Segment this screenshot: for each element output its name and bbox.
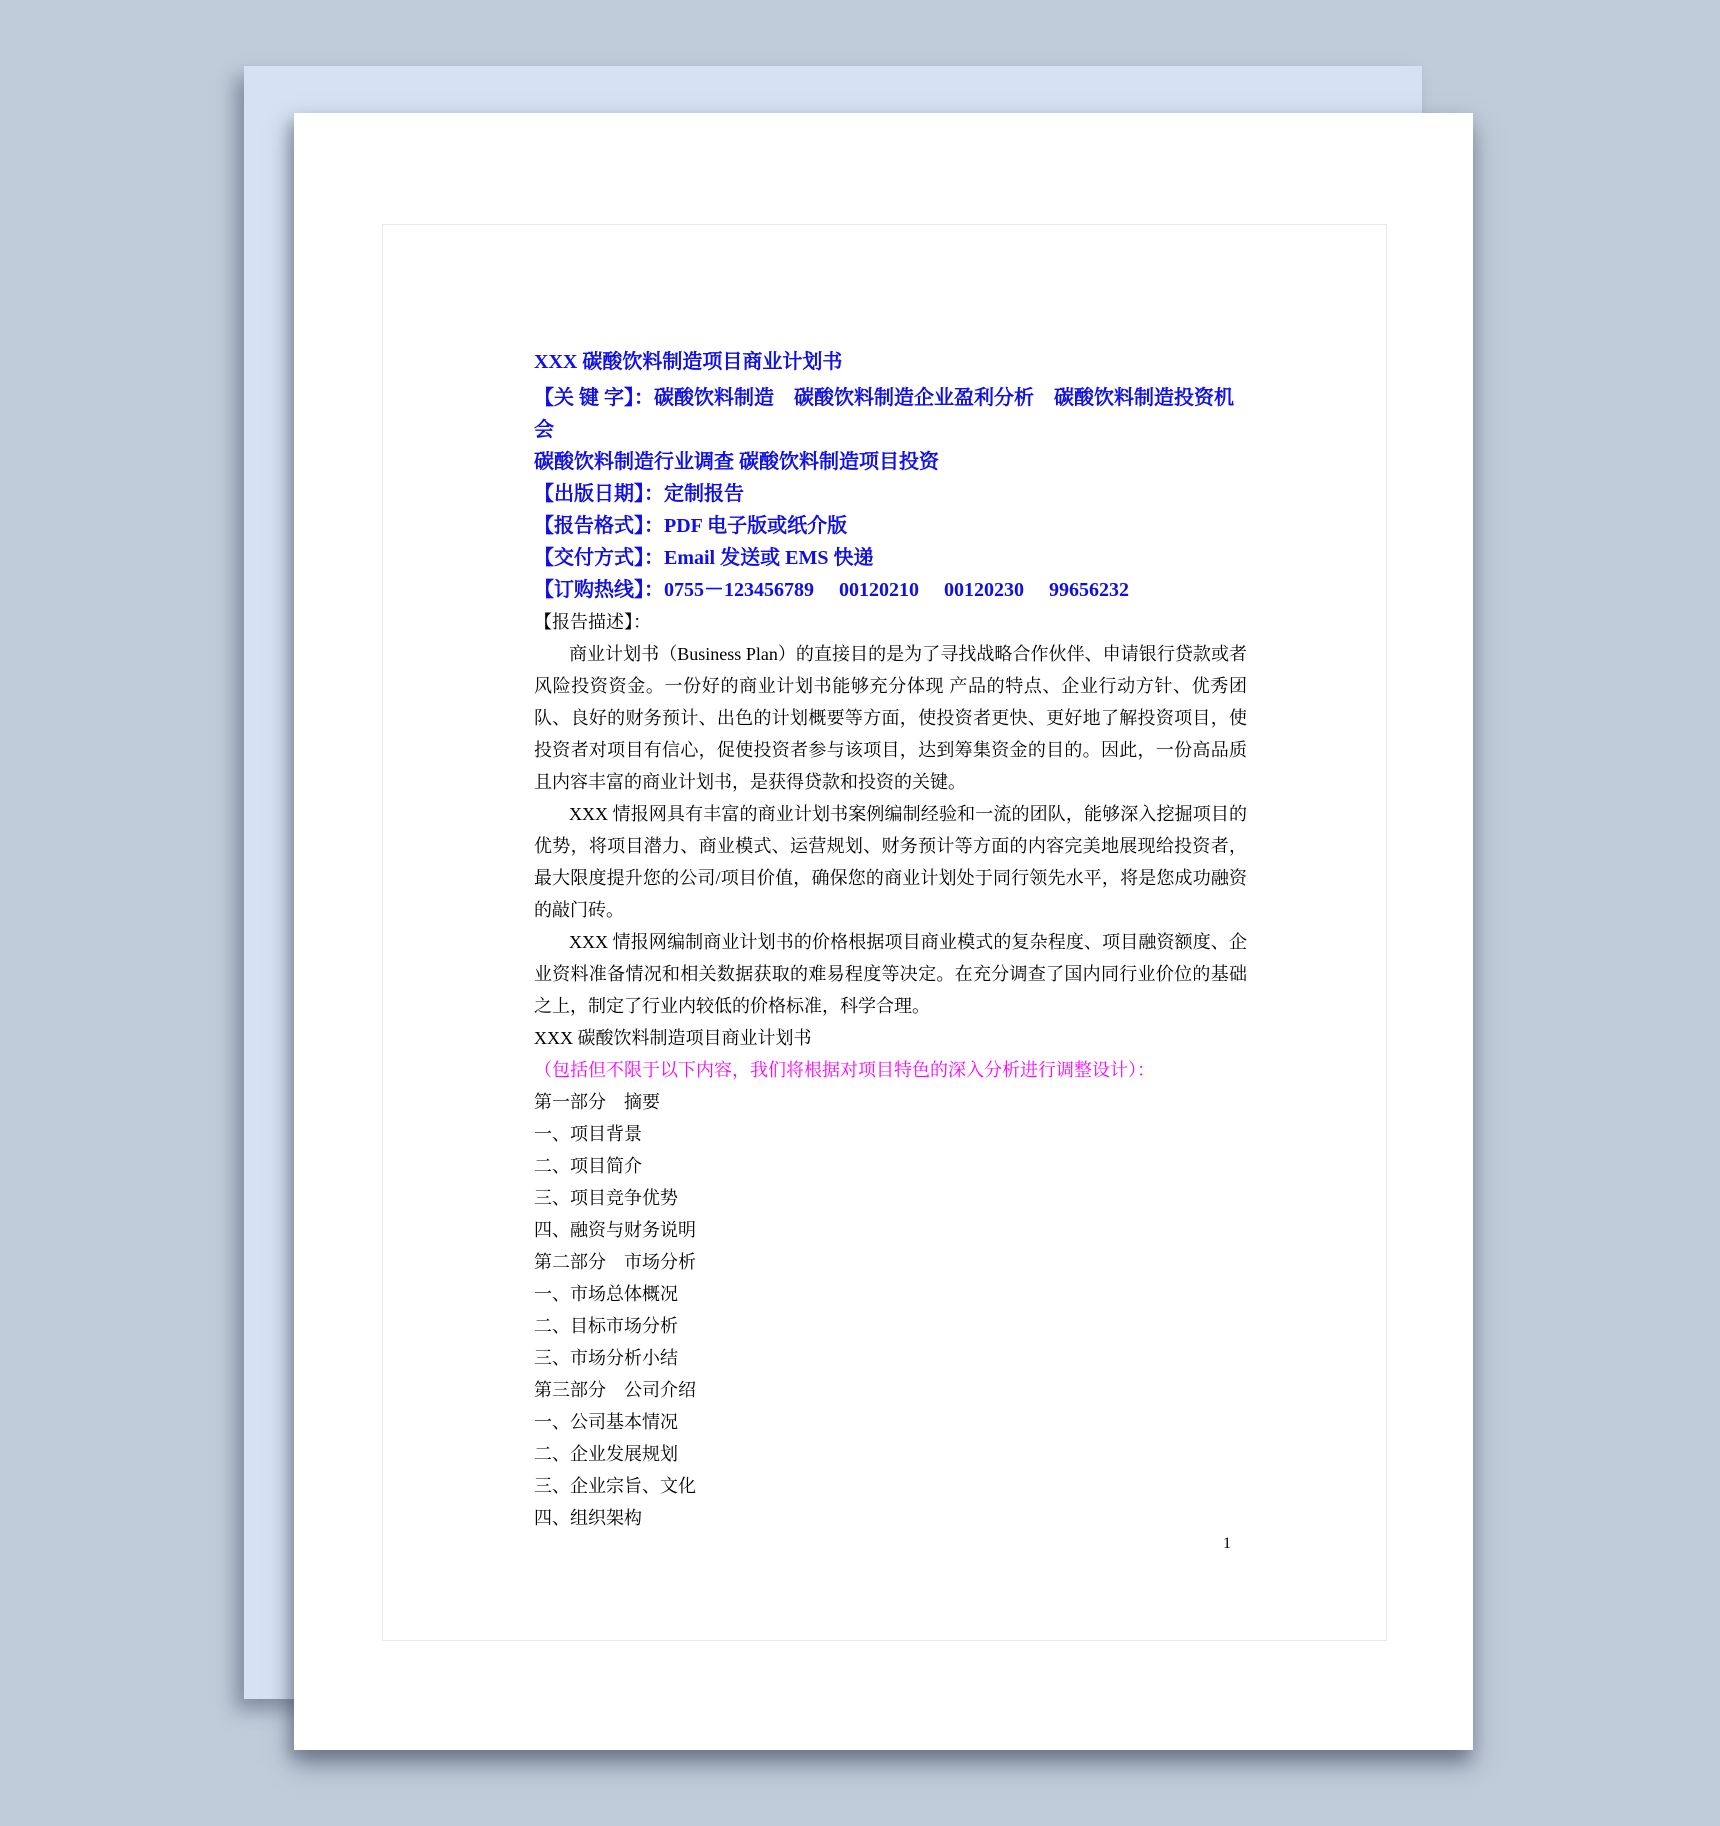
toc-item: 三、项目竞争优势 — [534, 1188, 678, 1208]
adjustment-note: （包括但不限于以下内容，我们将根据对项目特色的深入分析进行调整设计）： — [534, 1060, 1155, 1080]
doc-subtitle: XXX 碳酸饮料制造项目商业计划书 — [534, 1028, 812, 1048]
toc-item: 三、企业宗旨、文化 — [534, 1476, 696, 1496]
keywords-line-2: 碳酸饮料制造行业调查 碳酸饮料制造项目投资 — [534, 451, 939, 473]
doc-title: XXX 碳酸饮料制造项目商业计划书 — [534, 351, 843, 373]
toc-item: 一、公司基本情况 — [534, 1412, 678, 1432]
document-page — [294, 113, 1473, 1750]
report-format-line: 【报告格式】：PDF 电子版或纸介版 — [534, 515, 848, 537]
toc-item: 二、目标市场分析 — [534, 1316, 678, 1336]
toc-item: 三、市场分析小结 — [534, 1348, 678, 1368]
toc-item: 二、项目简介 — [534, 1156, 642, 1176]
toc-item: 二、企业发展规划 — [534, 1444, 678, 1464]
keywords-line-1: 【关 键 字】：碳酸饮料制造 碳酸饮料制造企业盈利分析 碳酸饮料制造投资机会 — [534, 387, 1234, 441]
paragraph-company-strength: XXX 情报网具有丰富的商业计划书案例编制经验和一流的团队，能够深入挖掘项目的优势，将项目潜力、商业模式、运营规划、财务预计等方面的内容完美地展现给投资者，最大限度提升您的公司/项目价值，确保您的商业计划处于同行领先水平，将是您成功融资的敲门砖。 — [534, 804, 1247, 920]
toc-item: 一、项目背景 — [534, 1124, 642, 1144]
publish-date-line: 【出版日期】：定制报告 — [534, 483, 744, 505]
toc-item: 四、融资与财务说明 — [534, 1220, 696, 1240]
document-content — [534, 346, 1247, 1534]
report-description-label: 【报告描述】： — [534, 612, 651, 632]
paragraph-business-plan: 商业计划书（Business Plan）的直接目的是为了寻找战略合作伙伴、申请银行贷款或者风险投资资金。一份好的商业计划书能够充分体现 产品的特点、企业行动方针、优秀团队、良好的财务预计、出色的计划概要等方面，使投资者更快、更好地了解投资项目，使投资者对项目有信心，促使投资者参与该项目，达到筹集资金的目的。因此，一份高品质且内容丰富的商业计划书，是获得贷款和投资的关键。 — [534, 644, 1247, 792]
toc-item: 第一部分 摘要 — [534, 1092, 660, 1112]
toc-item: 第二部分 市场分析 — [534, 1252, 696, 1272]
toc-item: 第三部分 公司介绍 — [534, 1380, 696, 1400]
toc-item: 一、市场总体概况 — [534, 1284, 678, 1304]
hotline-line: 【订购热线】：0755－123456789 00120210 00120230 99656232 — [534, 579, 1129, 601]
paragraph-pricing: XXX 情报网编制商业计划书的价格根据项目商业模式的复杂程度、项目融资额度、企业资料准备情况和相关数据获取的难易程度等决定。在充分调查了国内同行业价位的基础之上，制定了行业内较低的价格标准，科学合理。 — [534, 932, 1247, 1016]
delivery-line: 【交付方式】：Email 发送或 EMS 快递 — [534, 547, 874, 569]
page-number: 1 — [1223, 1535, 1231, 1552]
toc-item: 四、组织架构 — [534, 1508, 642, 1528]
